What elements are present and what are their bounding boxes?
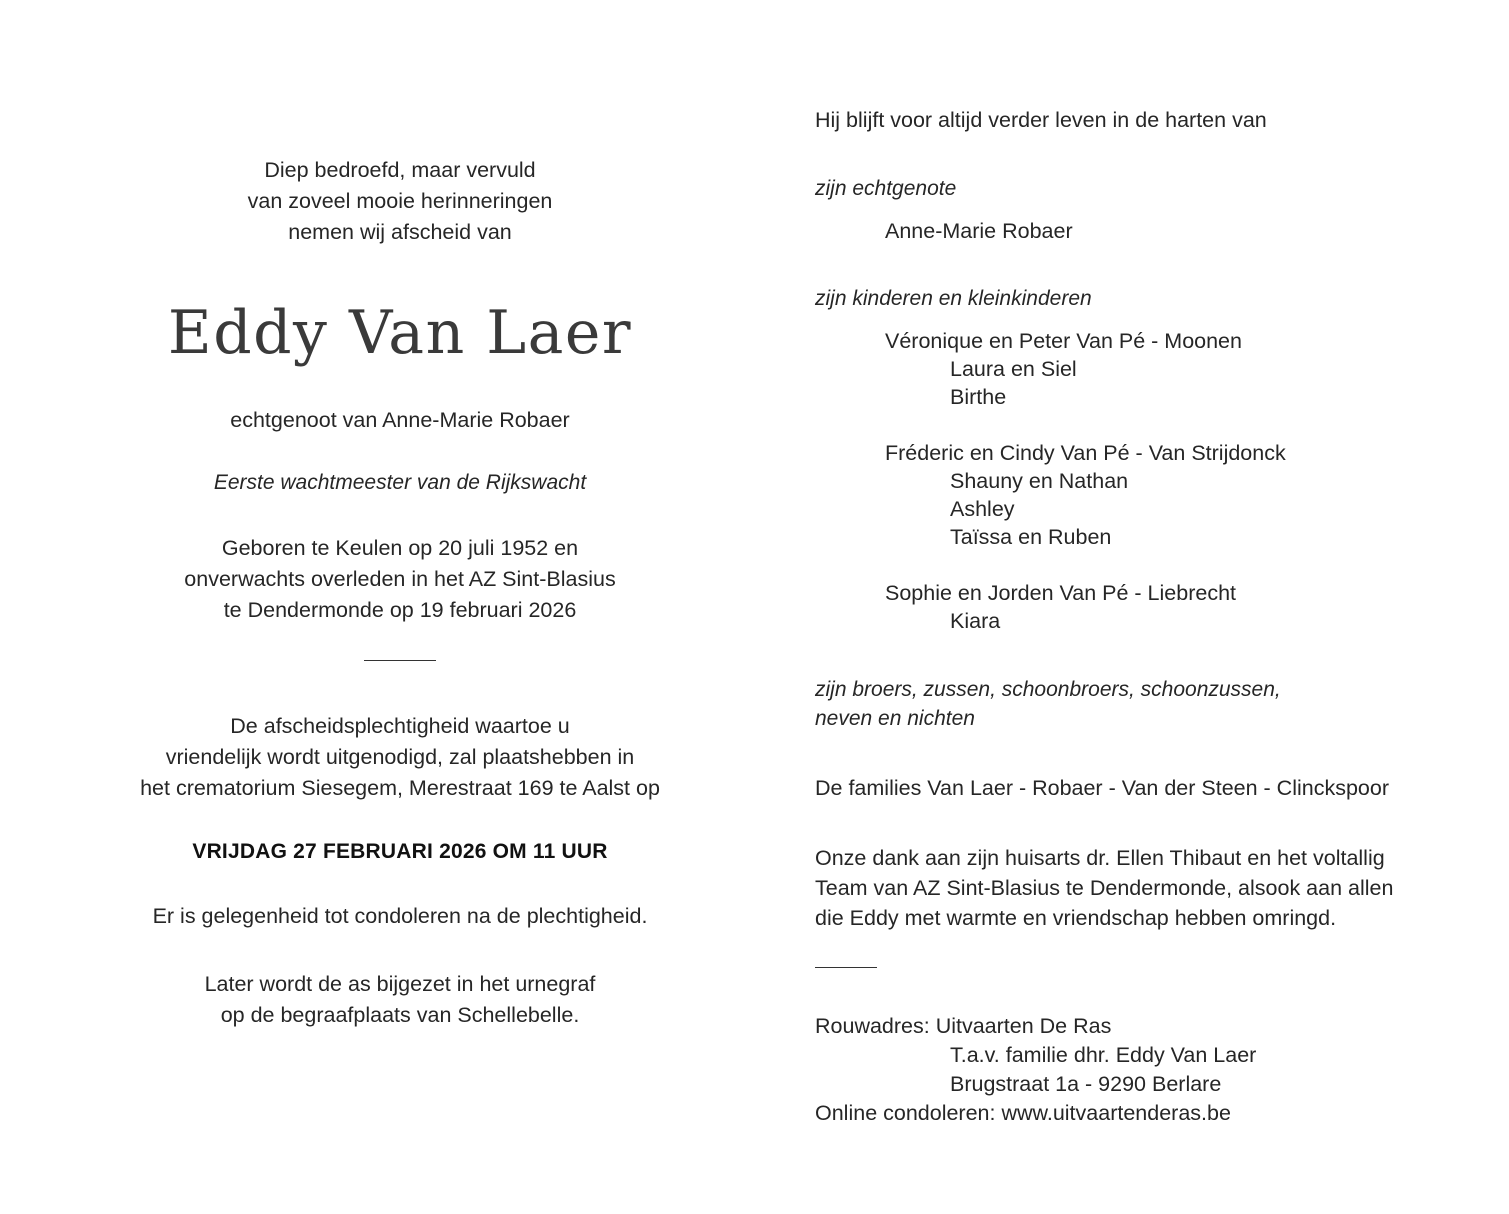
ceremony-info bbox=[90, 711, 710, 804]
thanks-line-1: Onze dank aan zijn huisarts dr. Ellen Thibaut en het voltallig bbox=[815, 846, 1385, 870]
ceremony-line-2: vriendelijk wordt uitgenodigd, zal plaatshebben in bbox=[165, 745, 635, 769]
family-child: Birthe bbox=[950, 385, 1007, 409]
siblings-group-label bbox=[815, 675, 1475, 733]
urn-info bbox=[90, 969, 710, 1031]
intro-line-2: van zoveel mooie herinneringen bbox=[247, 189, 553, 213]
birth-death-info bbox=[90, 533, 710, 626]
right-divider bbox=[815, 967, 877, 968]
thanks-text bbox=[815, 843, 1475, 933]
family-child: Taïssa en Ruben bbox=[950, 525, 1112, 549]
deceased-name: Eddy Van Laer bbox=[167, 298, 633, 368]
ceremony-line-1: De afscheidsplechtigheid waartoe u bbox=[230, 714, 570, 738]
families-line: De families Van Laer - Robaer - Van der Steen - Clinckspoor bbox=[815, 776, 1389, 800]
birth-death-line-3: te Dendermonde op 19 februari 2026 bbox=[223, 598, 577, 622]
birth-death-line-1: Geboren te Keulen op 20 juli 1952 en bbox=[221, 536, 579, 560]
ceremony-line-3: het crematorium Siesegem, Merestraat 169 te Aalst op bbox=[140, 776, 660, 800]
address-line-3: Brugstraat 1a - 9290 Berlare bbox=[950, 1072, 1222, 1096]
family-child: Shauny en Nathan bbox=[950, 469, 1129, 493]
family-parents: Sophie en Jorden Van Pé - Liebrecht bbox=[885, 581, 1237, 605]
condolence-note: Er is gelegenheid tot condoleren na de plechtigheid. bbox=[152, 904, 648, 928]
siblings-label-line-1: zijn broers, zussen, schoonbroers, schoonzussen, bbox=[815, 678, 1281, 701]
children-group-label: zijn kinderen en kleinkinderen bbox=[815, 287, 1092, 310]
mourning-address bbox=[815, 1012, 1475, 1128]
intro-line-3: nemen wij afscheid van bbox=[288, 220, 512, 244]
left-divider bbox=[364, 660, 436, 661]
intro-text bbox=[90, 155, 710, 248]
family-parents: Véronique en Peter Van Pé - Moonen bbox=[885, 329, 1242, 353]
thanks-line-2: Team van AZ Sint-Blasius te Dendermonde, alsook aan allen bbox=[815, 876, 1394, 900]
remembrance-lead: Hij blijft voor altijd verder leven in de harten van bbox=[815, 108, 1267, 132]
ceremony-date: VRIJDAG 27 FEBRUARI 2026 OM 11 UUR bbox=[192, 840, 608, 863]
spouse-group-label: zijn echtgenote bbox=[815, 177, 957, 200]
birth-death-line-2: onverwachts overleden in het AZ Sint-Blasius bbox=[184, 567, 616, 591]
family-child: Laura en Siel bbox=[950, 357, 1077, 381]
siblings-label-line-2: neven en nichten bbox=[815, 707, 975, 730]
intro-line-1: Diep bedroefd, maar vervuld bbox=[264, 158, 536, 182]
family-child: Kiara bbox=[950, 609, 1001, 633]
right-column bbox=[815, 105, 1475, 1128]
thanks-line-3: die Eddy met warmte en vriendschap hebben omringd. bbox=[815, 906, 1337, 930]
address-line-4: Online condoleren: www.uitvaartenderas.be bbox=[815, 1101, 1231, 1125]
family-child: Ashley bbox=[950, 497, 1015, 521]
urn-line-1: Later wordt de as bijgezet in het urnegraf bbox=[204, 972, 596, 996]
address-line-2: T.a.v. familie dhr. Eddy Van Laer bbox=[950, 1043, 1257, 1067]
family-parents: Fréderic en Cindy Van Pé - Van Strijdonck bbox=[885, 441, 1286, 465]
address-line-1: Rouwadres: Uitvaarten De Ras bbox=[815, 1014, 1112, 1038]
profession: Eerste wachtmeester van de Rijkswacht bbox=[213, 471, 587, 494]
urn-line-2: op de begraafplaats van Schellebelle. bbox=[220, 1003, 580, 1027]
spouse-name: Anne-Marie Robaer bbox=[885, 219, 1073, 243]
left-column bbox=[90, 155, 710, 1031]
spouse-relation: echtgenoot van Anne-Marie Robaer bbox=[230, 408, 570, 432]
